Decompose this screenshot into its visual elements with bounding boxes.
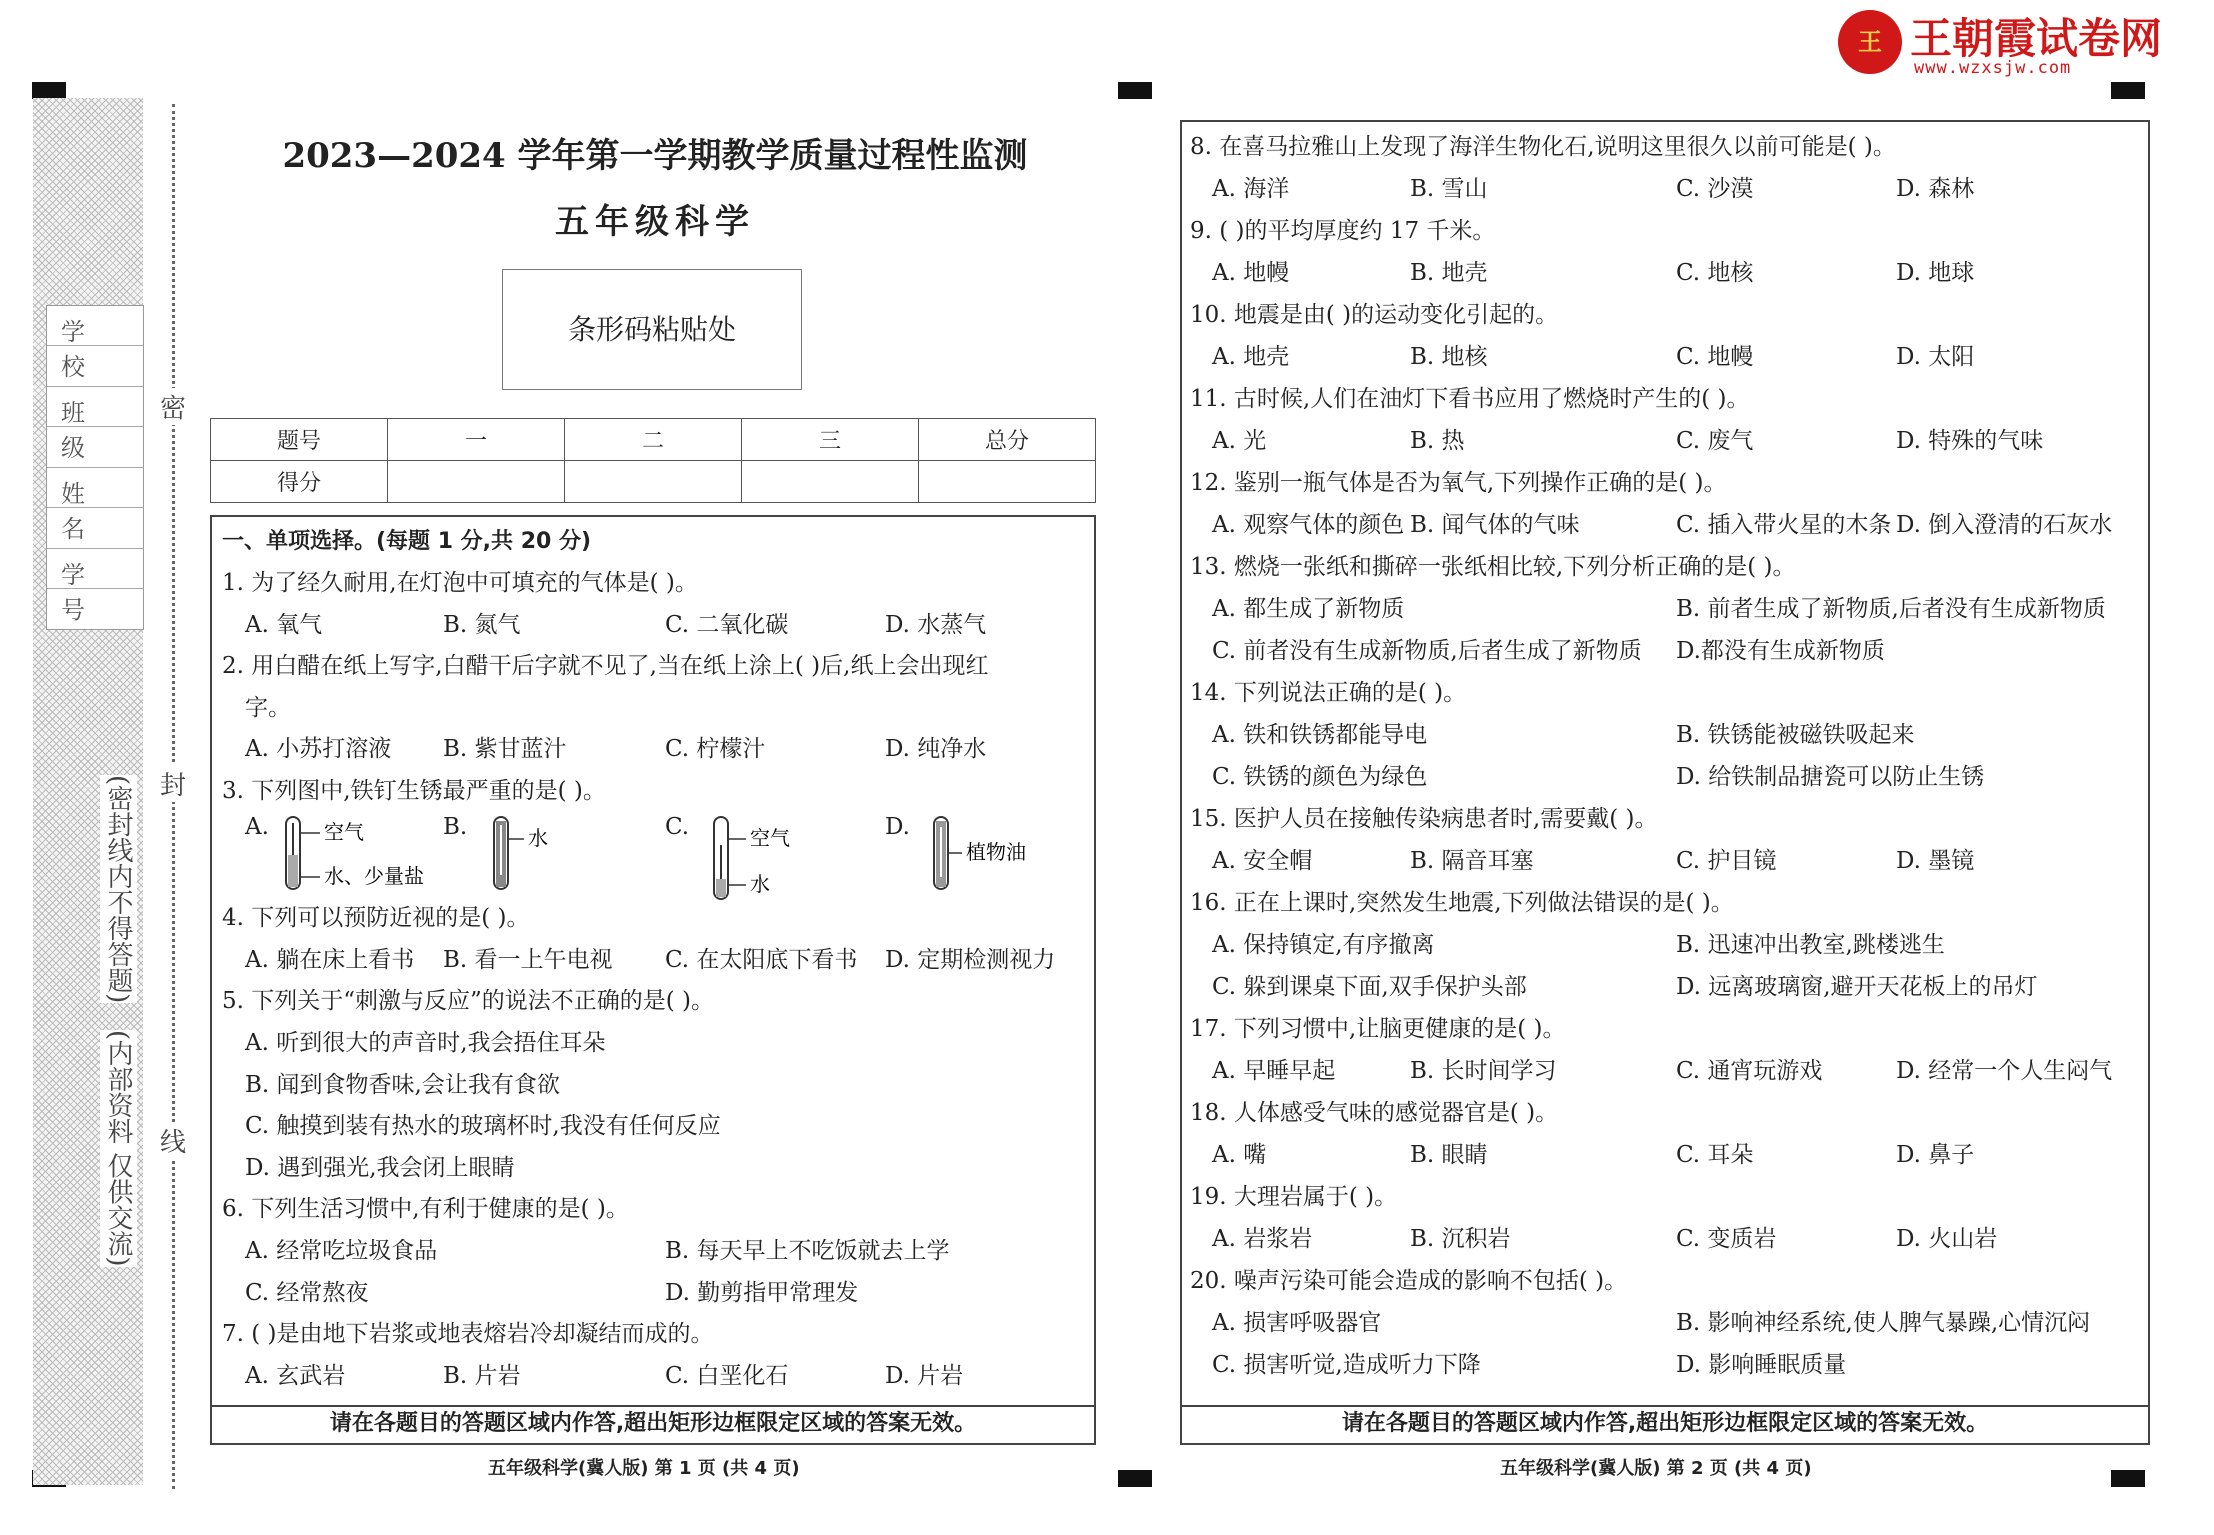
- option-text: D. 火山岩: [1896, 1226, 1998, 1252]
- option-text: D. 特殊的气味: [1896, 428, 2044, 454]
- option-text: A. 嘴: [1212, 1142, 1267, 1168]
- option-text: B. 雪山: [1410, 176, 1488, 202]
- registration-mark: [1118, 82, 1152, 99]
- option-text: C. 铁锈的颜色为绿色: [1212, 764, 1428, 790]
- question-text: 1. 为了经久耐用,在灯泡中可填充的气体是( )。: [222, 570, 698, 596]
- option-text: A. 光: [1212, 428, 1267, 454]
- option-text: A. 海洋: [1212, 176, 1290, 202]
- question-text: 11. 古时候,人们在油灯下看书应用了燃烧时产生的( )。: [1190, 386, 1750, 412]
- tube-diagram-a: [280, 815, 430, 895]
- seal-char: 封: [158, 765, 188, 802]
- question-text: 4. 下列可以预防近视的是( )。: [222, 905, 530, 932]
- tube-label: 水: [750, 872, 770, 896]
- option-text: B. 紫甘蓝汁: [443, 736, 567, 763]
- question-text: 9. ( )的平均厚度约 17 千米。: [1190, 218, 1496, 244]
- logo-badge-icon: 王: [1838, 10, 1902, 74]
- field-student-id: 学 号: [47, 549, 143, 589]
- seal-notice: (密封线内不得答题): [100, 775, 137, 1003]
- panel-notice: 请在各题目的答题区域内作答,超出矩形边框限定区域的答案无效。: [212, 1405, 1094, 1443]
- option-text: C.: [665, 813, 690, 840]
- option-text: D. 森林: [1896, 176, 1975, 202]
- option-text: A. 地壳: [1212, 344, 1290, 370]
- option-text: B. 热: [1410, 428, 1465, 454]
- option-text: B. 铁锈能被磁铁吸起来: [1676, 722, 1915, 748]
- option-text: A. 损害呼吸器官: [1212, 1310, 1382, 1336]
- tube-label: 空气: [750, 826, 790, 850]
- registration-mark: [32, 82, 66, 99]
- option-text: C. 护目镜: [1676, 848, 1777, 874]
- field-school: 学 校: [47, 306, 143, 346]
- exam-title: 2023—2024 学年第一学期教学质量过程性监测: [282, 136, 1028, 176]
- score-header-row: [211, 419, 1096, 461]
- option-text: C. 地核: [1676, 260, 1754, 286]
- option-text: A. 安全帽: [1212, 848, 1313, 874]
- option-text: D. 经常一个人生闷气: [1896, 1058, 2113, 1084]
- option-text: C. 耳朵: [1676, 1142, 1754, 1168]
- option-text: C. 柠檬汁: [665, 736, 766, 763]
- score-cell[interactable]: [565, 461, 742, 503]
- option-text: B. 长时间学习: [1410, 1058, 1557, 1084]
- score-cell[interactable]: [388, 461, 565, 503]
- barcode-area: 条形码粘贴处: [502, 269, 802, 390]
- option-text: A. 都生成了新物质: [1212, 596, 1405, 622]
- option-text: C. 插入带火星的木条: [1676, 512, 1892, 538]
- option-text: D. 倒入澄清的石灰水: [1896, 512, 2113, 538]
- score-header: 题号: [211, 419, 388, 461]
- question-text: 15. 医护人员在接触传染病患者时,需要戴( )。: [1190, 806, 1658, 832]
- option-text: D. 墨镜: [1896, 848, 1975, 874]
- seal-char: 密: [158, 388, 188, 425]
- page-footer: 五年级科学(冀人版) 第 2 页 (共 4 页): [1500, 1458, 1812, 1479]
- field-name: 姓 名: [47, 468, 143, 508]
- registration-mark: [2111, 82, 2145, 99]
- option-text: D. 鼻子: [1896, 1142, 1975, 1168]
- panel-notice: 请在各题目的答题区域内作答,超出矩形边框限定区域的答案无效。: [1182, 1405, 2148, 1443]
- logo-name: 王朝霞试卷网: [1910, 14, 2163, 63]
- option-text: B. 地核: [1410, 344, 1488, 370]
- question-text: 5. 下列关于“刺激与反应”的说法不正确的是( )。: [222, 988, 715, 1015]
- option-text: C. 沙漠: [1676, 176, 1754, 202]
- option-text: C. 变质岩: [1676, 1226, 1777, 1252]
- option-text: C. 触摸到装有热水的玻璃杯时,我没有任何反应: [245, 1113, 721, 1140]
- question-text: 3. 下列图中,铁钉生锈最严重的是( )。: [222, 778, 606, 804]
- option-text: A. 地幔: [1212, 260, 1290, 286]
- question-text: 10. 地震是由( )的运动变化引起的。: [1190, 302, 1559, 328]
- option-text: A. 小苏打溶液: [245, 736, 392, 763]
- option-text: A. 早睡早起: [1212, 1058, 1336, 1084]
- option-text: A. 躺在床上看书: [245, 946, 415, 973]
- option-text: A. 观察气体的颜色: [1212, 512, 1405, 538]
- option-text: B. 隔音耳塞: [1410, 848, 1534, 874]
- question-text: 7. ( )是由地下岩浆或地表熔岩冷却凝结而成的。: [222, 1321, 714, 1348]
- question-text: 17. 下列习惯中,让脑更健康的是( )。: [1190, 1016, 1566, 1042]
- option-text: B. 看一上午电视: [443, 946, 613, 973]
- option-text: B. 闻气体的气味: [1410, 512, 1580, 538]
- option-text: A.: [245, 813, 269, 840]
- registration-mark: [1118, 1470, 1152, 1487]
- option-text: A. 玄武岩: [245, 1362, 346, 1389]
- section-heading: 一、单项选择。(每题 1 分,共 20 分): [222, 529, 592, 554]
- score-cell[interactable]: [742, 461, 919, 503]
- option-text: C. 经常熬夜: [245, 1279, 369, 1306]
- internal-notice: (内部资料 仅供交流): [100, 1030, 137, 1267]
- option-text: C. 废气: [1676, 428, 1754, 454]
- option-text: C. 白垩化石: [665, 1362, 789, 1389]
- option-text: C. 通宵玩游戏: [1676, 1058, 1823, 1084]
- question-text: 14. 下列说法正确的是( )。: [1190, 680, 1467, 706]
- option-text: 字。: [245, 694, 291, 721]
- tube-diagram-c: [708, 815, 818, 905]
- question-text: 20. 噪声污染可能会造成的影响不包括( )。: [1190, 1268, 1628, 1294]
- option-text: C. 在太阳底下看书: [665, 946, 858, 973]
- page-footer: 五年级科学(冀人版) 第 1 页 (共 4 页): [488, 1458, 800, 1479]
- option-text: A. 听到很大的声音时,我会捂住耳朵: [245, 1030, 606, 1056]
- tube-label: 植物油: [966, 840, 1026, 864]
- option-text: C. 损害听觉,造成听力下降: [1212, 1352, 1481, 1378]
- option-text: D. 远离玻璃窗,避开天花板上的吊灯: [1676, 974, 2038, 1000]
- question-text: 8. 在喜马拉雅山上发现了海洋生物化石,说明这里很久以前可能是( )。: [1190, 134, 1896, 160]
- option-text: C. 躲到课桌下面,双手保护头部: [1212, 974, 1527, 1000]
- option-text: B. 眼睛: [1410, 1142, 1488, 1168]
- option-text: C. 二氧化碳: [665, 611, 789, 638]
- option-text: D. 给铁制品搪瓷可以防止生锈: [1676, 764, 1985, 790]
- option-text: A. 氧气: [245, 611, 323, 638]
- option-text: D. 地球: [1896, 260, 1975, 286]
- option-text: A. 铁和铁锈都能导电: [1212, 722, 1428, 748]
- option-text: D. 遇到强光,我会闭上眼睛: [245, 1154, 515, 1181]
- question-text: 2. 用白醋在纸上写字,白醋干后字就不见了,当在纸上涂上( )后,纸上会出现红: [222, 653, 989, 680]
- question-text: 18. 人体感受气味的感觉器官是( )。: [1190, 1100, 1559, 1126]
- option-text: B. 片岩: [443, 1362, 521, 1389]
- field-class: 班 级: [47, 387, 143, 427]
- option-text: D. 水蒸气: [885, 611, 987, 638]
- option-text: B. 前者生成了新物质,后者没有生成新物质: [1676, 596, 2106, 622]
- score-row: [211, 461, 1096, 503]
- option-text: D. 勤剪指甲常理发: [665, 1279, 859, 1306]
- option-text: B. 闻到食物香味,会让我有食欲: [245, 1071, 560, 1098]
- option-text: A. 经常吃垃圾食品: [245, 1238, 438, 1264]
- score-header: 一: [388, 419, 565, 461]
- score-header: 二: [565, 419, 742, 461]
- score-header: 三: [742, 419, 919, 461]
- option-text: A. 岩浆岩: [1212, 1226, 1313, 1252]
- option-text: D. 纯净水: [885, 736, 987, 763]
- option-text: D. 影响睡眠质量: [1676, 1352, 1847, 1378]
- option-text: B. 迅速冲出教室,跳楼逃生: [1676, 932, 1945, 958]
- tube-label: 水、少量盐: [324, 864, 424, 888]
- option-text: B. 每天早上不吃饭就去上学: [665, 1238, 950, 1264]
- score-header: 总分: [919, 419, 1096, 461]
- tube-label: 水: [528, 826, 548, 850]
- option-text: D. 片岩: [885, 1362, 964, 1389]
- logo-url: www.wzxsjw.com: [1914, 58, 2072, 78]
- option-text: D.都没有生成新物质: [1676, 638, 1885, 664]
- option-text: C. 前者没有生成新物质,后者生成了新物质: [1212, 638, 1642, 664]
- option-text: B. 地壳: [1410, 260, 1488, 286]
- option-text: D. 定期检测视力: [885, 946, 1056, 973]
- tube-diagram-b: [488, 815, 578, 895]
- question-text: 16. 正在上课时,突然发生地震,下列做法错误的是( )。: [1190, 890, 1734, 916]
- option-text: B.: [443, 813, 468, 840]
- student-info-box: [46, 305, 144, 630]
- site-logo: [1838, 6, 2208, 78]
- question-text: 13. 燃烧一张纸和撕碎一张纸相比较,下列分析正确的是( )。: [1190, 554, 1796, 580]
- registration-mark: [2111, 1470, 2145, 1487]
- option-text: B. 氮气: [443, 611, 521, 638]
- option-text: B. 沉积岩: [1410, 1226, 1511, 1252]
- question-text: 6. 下列生活习惯中,有利于健康的是( )。: [222, 1196, 629, 1223]
- option-text: A. 保持镇定,有序撤离: [1212, 932, 1435, 958]
- option-text: D. 太阳: [1896, 344, 1975, 370]
- seal-char: 线: [158, 1122, 188, 1159]
- score-table: [210, 418, 1096, 503]
- option-text: B. 影响神经系统,使人脾气暴躁,心情沉闷: [1676, 1310, 2091, 1336]
- option-text: D.: [885, 813, 910, 840]
- score-row-label: 得分: [211, 461, 388, 503]
- option-text: C. 地幔: [1676, 344, 1754, 370]
- question-text: 12. 鉴别一瓶气体是否为氧气,下列操作正确的是( )。: [1190, 470, 1727, 496]
- exam-subtitle: 五年级科学: [555, 202, 755, 242]
- tube-diagram-d: [928, 815, 1038, 895]
- score-cell[interactable]: [919, 461, 1096, 503]
- tube-label: 空气: [324, 820, 364, 844]
- question-text: 19. 大理岩属于( )。: [1190, 1184, 1398, 1210]
